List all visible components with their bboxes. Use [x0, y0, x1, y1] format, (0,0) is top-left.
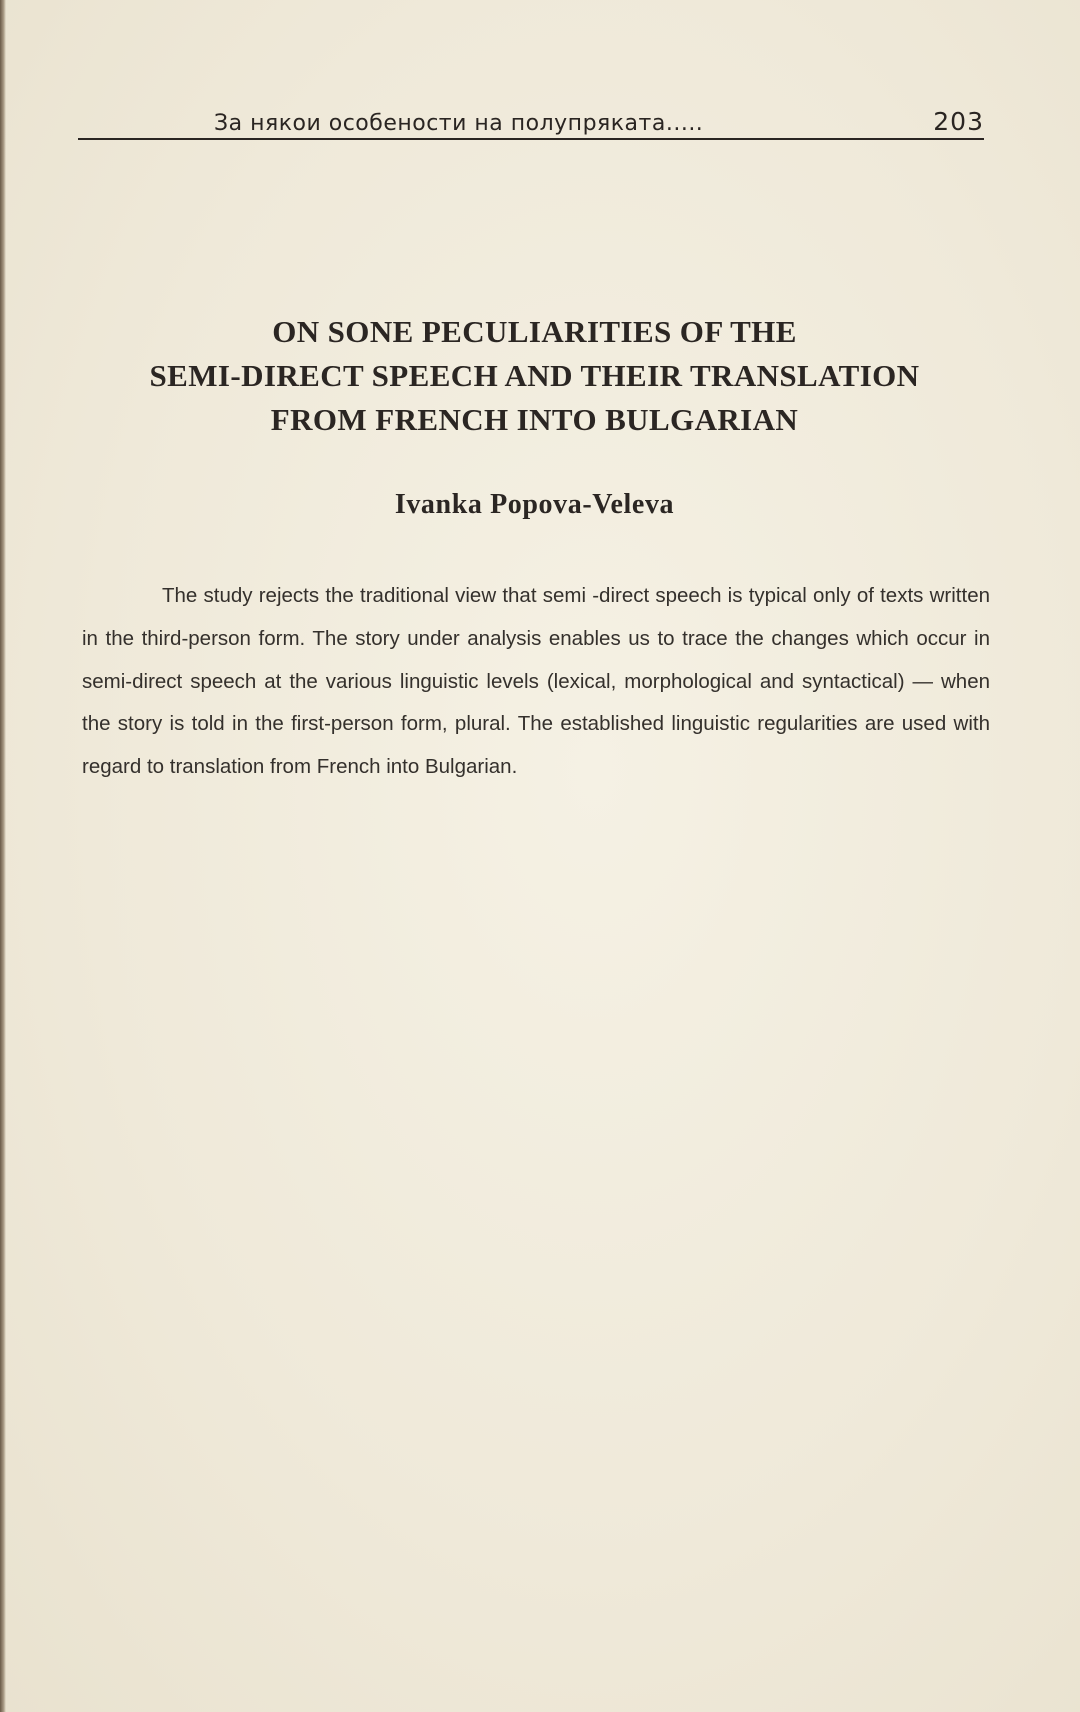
abstract-paragraph: The study rejects the traditional view that semi -direct speech is typical only of texts written in the third-person form. The story under analysis enables us to trace the changes which occur in semi-direct speech at the various linguistic levels (lexical, morphological and syntactical) — when the story is told in the first-person form, plural. The established linguistic regularities are used with regard to translation from French into Bulgarian. [82, 584, 990, 779]
author-name: Ivanka Popova-Veleva [394, 489, 675, 520]
binding-edge [0, 0, 6, 1712]
article-title-line-2: SEMI-DIRECT SPEECH AND THEIR TRANSLATION [149, 358, 920, 393]
article-title [78, 310, 991, 442]
article-title-line-3: FROM FRENCH INTO BULGARIAN [270, 402, 799, 437]
running-title: За някои особености на полупряката..... [214, 111, 704, 136]
page-number: 203 [933, 107, 984, 136]
running-header [78, 98, 984, 140]
article-title-line-1: ON SONE PECULIARITIES OF THE [272, 314, 797, 349]
